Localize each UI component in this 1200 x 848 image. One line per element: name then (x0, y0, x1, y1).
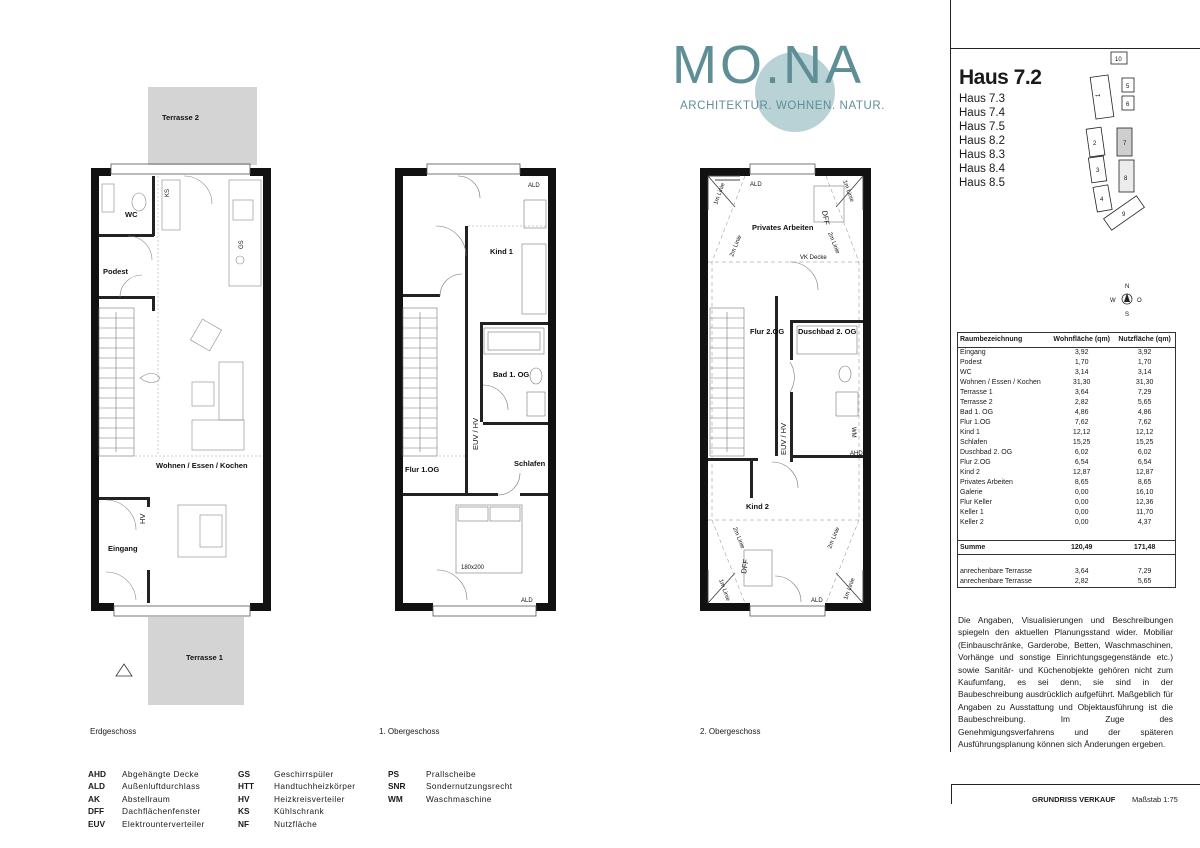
area-table-row (958, 508, 1176, 518)
area-table-row (958, 408, 1176, 418)
footer-title: GRUNDRISS VERKAUF (1032, 795, 1116, 804)
spacer-row (958, 528, 1176, 541)
area-value-cell: 3,92 (1074, 349, 1089, 356)
area-value-cell: 6,02 (1074, 449, 1089, 456)
room-name-cell: Flur 1.OG (960, 419, 991, 426)
ahd-mark: AHD (850, 451, 863, 457)
linie-2m-b: 2m Linie (826, 231, 841, 255)
house-item: Haus 8.3 (959, 149, 1006, 161)
compass-s: S (1125, 312, 1130, 318)
legend-row (238, 818, 355, 830)
area-value-cell: 4,86 (1074, 409, 1089, 416)
site-label: 8 (1124, 176, 1128, 182)
area-value-cell: 15,25 (1072, 439, 1091, 446)
site-label: 5 (1126, 84, 1130, 90)
room-kind-2: Kind 2 (746, 502, 769, 511)
room-podest: Podest (103, 267, 129, 276)
room-name-cell: Flur 2.OG (960, 459, 991, 466)
area-value-cell: 16,10 (1135, 489, 1154, 496)
house-item: Haus 7.5 (959, 121, 1006, 133)
area-table-row (958, 458, 1176, 468)
site-label: 7 (1123, 141, 1127, 147)
site-label: 6 (1126, 102, 1130, 108)
euv-mark-og2: EUV / HV (779, 422, 788, 455)
panel-top-rule (951, 48, 1200, 49)
legend-desc: Kühlschrank (274, 806, 325, 817)
footer-rule (951, 784, 1200, 785)
legend-desc: Waschmaschine (426, 793, 492, 804)
house-item: Haus 7.3 (959, 93, 1006, 105)
house-item: Haus 8.4 (959, 163, 1006, 175)
room-name-cell: Wohnen / Essen / Kochen (960, 379, 1041, 386)
legend-row (388, 780, 512, 792)
plan-erdgeschoss (91, 87, 271, 705)
plan-obergeschoss-1 (395, 164, 556, 616)
area-value-cell: 31,30 (1072, 379, 1091, 386)
site-label: 1 (1096, 93, 1102, 97)
col-header: Nutzfläche (qm) (1114, 333, 1175, 348)
area-table-row (958, 488, 1176, 498)
area-table-row (958, 418, 1176, 428)
room-name-cell: Kind 2 (960, 469, 980, 476)
area-table-header (958, 333, 1176, 348)
legend-desc: Dachflächenfenster (122, 806, 201, 817)
area-value-cell: 7,62 (1137, 419, 1152, 426)
legend-col-3 (388, 768, 512, 805)
room-name-cell: anrechenbare Terrasse (960, 568, 1032, 575)
legend-abbr: AHD (88, 769, 106, 779)
area-value-cell: 12,12 (1072, 429, 1091, 436)
area-value-cell: 8,65 (1137, 479, 1152, 486)
area-table-row (958, 398, 1176, 408)
legend-desc: Abstellraum (122, 793, 171, 804)
legend-row (238, 768, 355, 780)
floor-title-eg: Erdgeschoss (90, 727, 137, 736)
gs-mark: GS (239, 240, 245, 249)
area-value-cell: 7,29 (1137, 568, 1152, 575)
room-kind-1: Kind 1 (490, 247, 513, 256)
room-schlafen: Schlafen (514, 459, 546, 468)
panel-divider (950, 0, 951, 752)
area-table-row (958, 468, 1176, 478)
house-item: Haus 8.5 (959, 177, 1006, 189)
legend-abbr: HTT (238, 781, 255, 792)
room-name-cell: Summe (958, 541, 1050, 555)
plan-obergeschoss-2 (700, 164, 871, 616)
house-item: Haus 8.2 (959, 135, 1006, 147)
legend-col-2 (238, 768, 355, 830)
col-header: Wohnfläche (qm) (1049, 333, 1114, 348)
area-table-row (958, 428, 1176, 438)
floor-title-og1: 1. Obergeschoss (379, 727, 440, 736)
area-value-cell: 0,00 (1074, 519, 1089, 526)
area-table-row (958, 388, 1176, 398)
legend-row (88, 805, 205, 817)
ald-top-og1: ALD (528, 183, 540, 189)
logo-tagline: ARCHITEKTUR. WOHNEN. NATUR. (680, 100, 886, 112)
compass-o: O (1137, 298, 1142, 304)
legend-abbr: AK (88, 793, 100, 804)
linie-1m-a: 1m Linie (713, 182, 727, 206)
legend-desc: Prallscheibe (426, 769, 476, 779)
area-value-cell: 5,65 (1137, 578, 1152, 585)
ald-top-og2: ALD (750, 182, 762, 188)
legend-abbr: HV (238, 793, 250, 804)
linie-1m-b: 1m Linie (841, 179, 855, 204)
legend-row (88, 780, 205, 792)
area-value-cell: 1,70 (1137, 359, 1152, 366)
legend-row (388, 793, 512, 805)
area-table (957, 332, 1176, 588)
room-name-cell: Terrasse 1 (960, 389, 993, 396)
room-wohnen: Wohnen / Essen / Kochen (156, 461, 248, 470)
site-label: 10 (1115, 57, 1122, 63)
room-terrasse-1: Terrasse 1 (186, 653, 223, 662)
compass-w: W (1110, 298, 1116, 304)
legend-desc: Heizkreisverteiler (274, 793, 345, 804)
area-value-cell: 4,86 (1137, 409, 1152, 416)
ald-bottom-og2: ALD (811, 598, 823, 604)
area-table-row (958, 498, 1176, 508)
area-table-row (958, 368, 1176, 378)
room-name-cell: Terrasse 2 (960, 399, 993, 406)
compass-n: N (1125, 284, 1130, 290)
area-value-cell: 3,92 (1137, 349, 1152, 356)
area-value-cell: 11,70 (1136, 509, 1154, 516)
area-value-cell: 12,36 (1135, 499, 1154, 506)
legend-abbr: PS (388, 769, 400, 779)
site-label: 4 (1100, 197, 1104, 203)
area-value-cell: 1,70 (1074, 359, 1089, 366)
legend-abbr: GS (238, 769, 250, 779)
room-name-cell: Keller 1 (960, 509, 984, 516)
legend-desc: Geschirrspüler (274, 769, 334, 779)
area-value-cell: 3,64 (1074, 389, 1089, 396)
area-table-row (958, 438, 1176, 448)
room-flur-2og: Flur 2.OG (750, 327, 785, 336)
room-name-cell: Flur Keller (960, 499, 992, 506)
linie-1m-d: 1m Linie (843, 577, 857, 601)
dff-bottom: DFF (739, 558, 751, 575)
site-label: 3 (1096, 168, 1100, 174)
area-table-row (958, 478, 1176, 488)
footer-scale: Maßstab 1:75 (1132, 795, 1178, 804)
legend-abbr: NF (238, 818, 250, 829)
room-name-cell: WC (960, 369, 972, 376)
area-value-cell: 12,87 (1135, 469, 1154, 476)
spacer-row (958, 555, 1176, 568)
area-value-cell: 7,62 (1074, 419, 1089, 426)
room-name-cell: Eingang (960, 349, 986, 356)
room-name-cell: anrechenbare Terrasse (960, 578, 1032, 585)
hv-mark: HV (138, 513, 147, 524)
bed-size: 180x200 (461, 565, 485, 571)
room-name-cell: Keller 2 (960, 519, 984, 526)
legend-abbr: WM (388, 793, 403, 804)
legend-row (238, 780, 355, 792)
ald-bottom-og1: ALD (521, 598, 533, 604)
room-name-cell: Podest (960, 359, 982, 366)
area-value-cell: 12,87 (1072, 469, 1091, 476)
area-value-cell: 6,54 (1137, 459, 1152, 466)
area-value-cell: 6,54 (1074, 459, 1089, 466)
legend-desc: Elektrounterverteiler (122, 818, 205, 829)
area-table-row (958, 577, 1176, 588)
legend-row (88, 793, 205, 805)
room-name-cell: Bad 1. OG (960, 409, 994, 416)
area-value-cell: 3,14 (1137, 369, 1152, 376)
legend-desc: Handtuchheizkörper (274, 781, 356, 792)
area-table-row (958, 518, 1176, 528)
euv-mark-og1: EUV / HV (471, 417, 480, 450)
area-value-cell: 31,30 (1135, 379, 1154, 386)
room-name-cell: Privates Arbeiten (960, 479, 1013, 486)
area-table-row (958, 541, 1176, 555)
col-header: Raumbezeichnung (958, 333, 1050, 348)
legend-abbr: SNR (388, 781, 406, 792)
legend-desc: Außenluftdurchlass (122, 781, 201, 792)
room-name-cell: Galerie (960, 489, 983, 496)
room-privates-arbeiten: Privates Arbeiten (752, 223, 814, 232)
area-value-cell: 0,00 (1074, 499, 1089, 506)
linie-2m-c: 2m Linie (731, 526, 746, 550)
legend-row (88, 768, 205, 780)
area-value-cell: 5,65 (1137, 399, 1152, 406)
house-title: Haus 7.2 (959, 66, 1042, 89)
logo-text: MO.NA (672, 35, 865, 95)
room-terrasse-2: Terrasse 2 (162, 113, 199, 122)
legend-abbr: ALD (88, 781, 106, 792)
room-name-cell: Schlafen (960, 439, 988, 446)
ks-mark: KS (165, 188, 171, 197)
area-value-cell: 4,37 (1137, 519, 1152, 526)
legend-abbr: KS (238, 806, 250, 817)
room-duschbad-2og: Duschbad 2. OG (798, 327, 857, 336)
room-wc: WC (125, 210, 138, 219)
vk-decke: VK Decke (800, 255, 827, 261)
area-value-cell: 3,14 (1074, 369, 1089, 376)
area-value-cell: 171,48 (1114, 541, 1175, 555)
room-flur-1og: Flur 1.OG (405, 465, 440, 474)
area-value-cell: 12,12 (1135, 429, 1154, 436)
room-eingang: Eingang (108, 544, 138, 553)
area-value-cell: 7,29 (1137, 389, 1152, 396)
legend-row (238, 793, 355, 805)
site-label: 9 (1122, 212, 1126, 218)
legend-row (238, 805, 355, 817)
legend-abbr: EUV (88, 818, 106, 829)
legend-abbr: DFF (88, 806, 105, 817)
area-value-cell: 120,49 (1049, 541, 1114, 555)
area-value-cell: 2,82 (1074, 578, 1089, 585)
area-table-row (958, 567, 1176, 577)
linie-2m-a: 2m Linie (729, 234, 744, 258)
area-table-row (958, 378, 1176, 388)
legend-desc: Nutzfläche (274, 818, 318, 829)
legend-desc: Abgehängte Decke (122, 769, 199, 779)
room-bad-1og: Bad 1. OG (493, 370, 530, 379)
legend-row (388, 768, 512, 780)
dff-top: DFF (820, 209, 832, 226)
area-table-row (958, 348, 1176, 359)
terrace-2 (148, 87, 257, 165)
area-value-cell: 3,64 (1074, 568, 1089, 575)
linie-2m-d: 2m Linie (827, 526, 842, 550)
area-table-row (958, 448, 1176, 458)
wm-mark: WM (850, 427, 856, 438)
room-name-cell: Kind 1 (960, 429, 980, 436)
area-value-cell: 0,00 (1074, 509, 1089, 516)
area-value-cell: 0,00 (1074, 489, 1089, 496)
disclaimer-text: Die Angaben, Visualisierungen und Beschreibungen spiegeln den aktuellen Planungsstand wider. Mobiliar (Einbauschränke, Garderobe, Betten, Waschmaschinen, Vorhänge und sonstige Einrichtungsgegenstände etc.) sowie Sanitär- und Küchenobjekte gehören nicht zum Kaufumfang, es sei denn, sie sind in der Baubeschreibung ausdrücklich aufgeführt. Maßgeblich für Angaben zu Ausstattung und Objektausführung ist die Baubeschreibung. Im Zuge des Genehmigungsverfahrens und der späteren Ausführungsplanung können sich Änderungen ergeben. (958, 615, 1173, 750)
area-value-cell: 6,02 (1137, 449, 1152, 456)
area-value-cell: 8,65 (1074, 479, 1089, 486)
legend-col-1 (88, 768, 205, 830)
house-item: Haus 7.4 (959, 107, 1006, 119)
area-value-cell: 15,25 (1135, 439, 1154, 446)
legend-row (88, 818, 205, 830)
area-table-row (958, 358, 1176, 368)
floor-title-og2: 2. Obergeschoss (700, 727, 761, 736)
footer-divider (951, 784, 952, 804)
house-list (959, 92, 1005, 190)
area-value-cell: 2,82 (1074, 399, 1089, 406)
room-name-cell: Duschbad 2. OG (960, 449, 1013, 456)
site-label: 2 (1093, 141, 1097, 147)
linie-1m-c: 1m Linie (717, 578, 731, 603)
compass (1110, 284, 1142, 318)
legend-desc: Sondernutzungsrecht (426, 781, 513, 792)
